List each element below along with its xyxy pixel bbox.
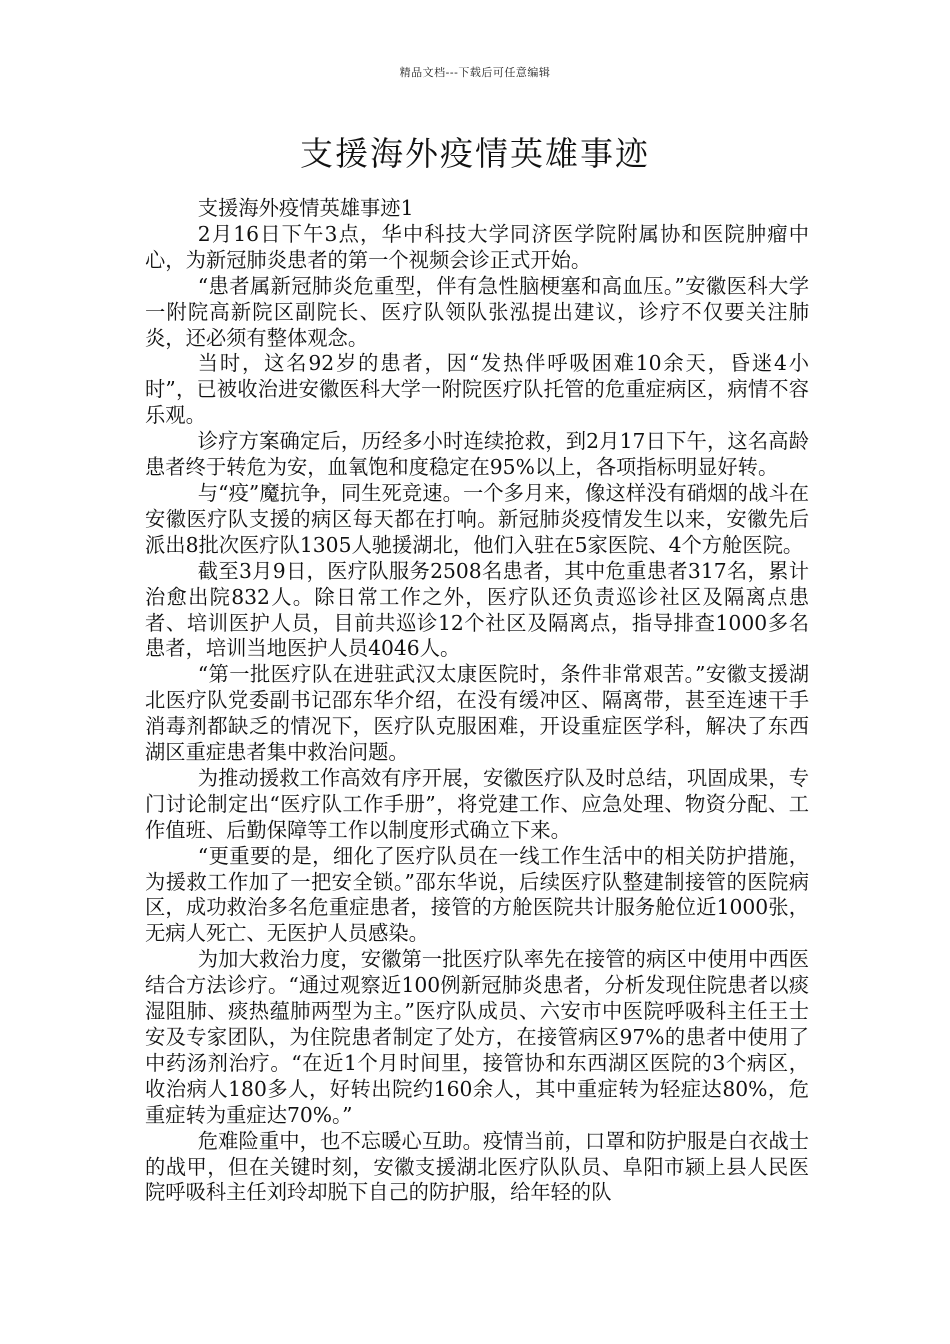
document-body xyxy=(145,196,809,1206)
paragraph-4: 诊疗方案确定后，历经多小时连续抢救，到2月17日下午，这名高龄患者终于转危为安，血氧饱和度稳定在95%以上，各项指标明显好转。 xyxy=(145,429,809,480)
paragraph-6: 截至3月9日，医疗队服务2508名患者，其中危重患者317名，累计治愈出院832人。除日常工作之外，医疗队还负责巡诊社区及隔离点患者、培训医护人员，目前共巡诊12个社区及隔离点，指导排查1000多名患者，培训当地医护人员4046人。 xyxy=(145,558,809,661)
paragraph-3: 当时，这名92岁的患者，因“发热伴呼吸困难10余天，昏迷4小时”，已被收治进安徽医科大学一附院医疗队托管的危重症病区，病情不容乐观。 xyxy=(145,351,809,428)
paragraph-2: “患者属新冠肺炎危重型，伴有急性脑梗塞和高血压。”安徽医科大学一附院高新院区副院长、医疗队领队张泓提出建议，诊疗不仅要关注肺炎，还必须有整体观念。 xyxy=(145,273,809,350)
document-subtitle: 支援海外疫情英雄事迹1 xyxy=(197,196,414,220)
paragraph-8: 为推动援救工作高效有序开展，安徽医疗队及时总结，巩固成果，专门讨论制定出“医疗队工作手册”，将党建工作、应急处理、物资分配、工作值班、后勤保障等工作以制度形式确立下来。 xyxy=(145,765,809,842)
header-note: 精品文档---下载后可任意编辑 xyxy=(399,66,551,79)
paragraph-5: 与“疫”魔抗争，同生死竞速。一个多月来，像这样没有硝烟的战斗在安徽医疗队支援的病区每天都在打响。新冠肺炎疫情发生以来，安徽先后派出8批次医疗队1305人驰援湖北，他们入驻在5家医院、4个方舱医院。 xyxy=(145,480,809,557)
document-title: 支援海外疫情英雄事迹 xyxy=(300,134,650,173)
paragraph-11: 危难险重中，也不忘暖心互助。疫情当前，口罩和防护服是白衣战士的战甲，但在关键时刻，安徽支援湖北医疗队队员、阜阳市颍上县人民医院呼吸科主任刘玲却脱下自己的防护服，给年轻的队 xyxy=(145,1128,809,1205)
paragraph-9: “更重要的是，细化了医疗队员在一线工作生活中的相关防护措施，为援救工作加了一把安全锁。”邵东华说，后续医疗队整建制接管的医院病区，成功救治多名危重症患者，接管的方舱医院共计服务舱位近1000张，无病人死亡、无医护人员感染。 xyxy=(145,843,809,946)
paragraph-10: 为加大救治力度，安徽第一批医疗队率先在接管的病区中使用中西医结合方法诊疗。“通过观察近100例新冠肺炎患者，分析发现住院患者以痰湿阻肺、痰热蕴肺两型为主。”医疗队成员、六安市中医院呼吸科主任王士安及专家团队，为住院患者制定了处方，在接管病区97%的患者中使用了中药汤剂治疗。“在近1个月时间里，接管协和东西湖区医院的3个病区，收治病人180多人，好转出院约160余人，其中重症转为轻症达80%，危重症转为重症达70%。” xyxy=(145,947,809,1127)
paragraph-7: “第一批医疗队在进驻武汉太康医院时，条件非常艰苦。”安徽支援湖北医疗队党委副书记邵东华介绍，在没有缓冲区、隔离带，甚至连速干手消毒剂都缺乏的情况下，医疗队克服困难，开设重症医学科，解决了东西湖区重症患者集中救治问题。 xyxy=(145,662,809,765)
paragraph-1: 2月16日下午3点，华中科技大学同济医学院附属协和医院肿瘤中心，为新冠肺炎患者的第一个视频会诊正式开始。 xyxy=(145,221,809,272)
